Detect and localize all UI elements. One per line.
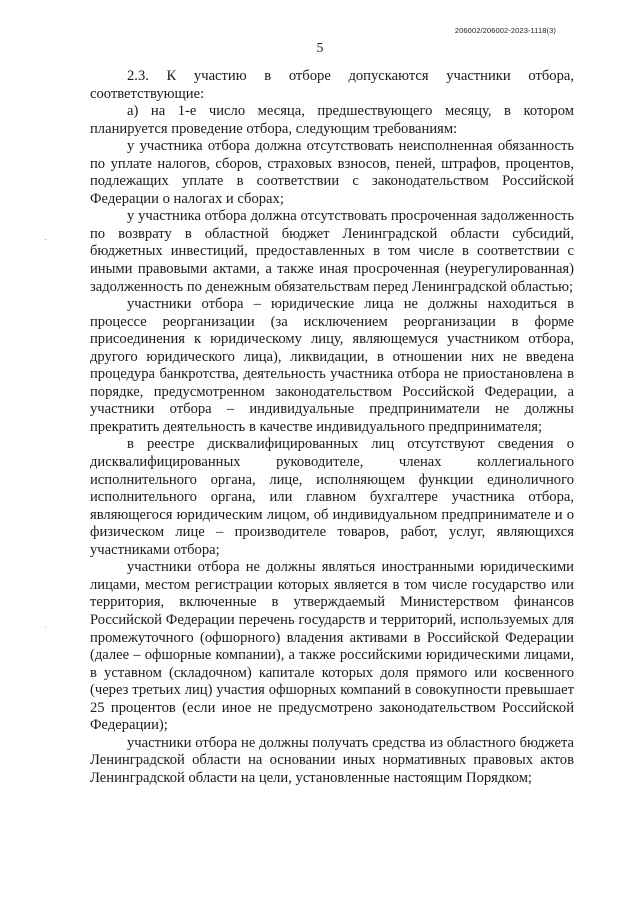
paragraph-2-3-intro: 2.3. К участию в отборе допускаются участники отбора, соответствующие: (90, 68, 574, 102)
paragraph-offshore-companies: участники отбора не должны являться иностранными юридическими лицами, местом регистрации которых является в том числе государство или территория, включенные в утверждаемый Министерством финансов Российской Федерации перечень государств и территорий, используемых для промежуточного (офшорного) владения активами в Российской Федерации (далее – офшорные компании), а также российскими юридическими лицами, в уставном (складочном) капитале которых доля прямого или косвенного (через третьих лиц) участия офшорных компаний в совокупности превышает 25 процентов (если иное не предусмотрено законодательством Российской Федерации); (90, 559, 574, 734)
paragraph-subitem-a: а) на 1-е число месяца, предшествующего месяцу, в котором планируется проведение отбора, следующим требованиям: (90, 103, 574, 137)
paragraph-reorganization: участники отбора – юридические лица не должны находиться в процессе реорганизации (за исключением реорганизации в форме присоединения к юридическому лицу, являющемуся участником отбора, другого юридического лица), ликвидации, в отношении них не введена процедура банкротства, деятельность участника отбора не приостановлена в порядке, предусмотренном законодательством Российской Федерации, а участники отбора – индивидуальные предприниматели не должны прекратить деятельность в качестве индивидуального предпринимателя; (90, 296, 574, 435)
scan-artifact-mark: - (44, 234, 47, 244)
page-number: 5 (316, 40, 324, 55)
document-body (90, 68, 574, 787)
paragraph-overdue-debt: у участника отбора должна отсутствовать просроченная задолженность по возврату в областной бюджет Ленинградской области субсидий, бюджетных инвестиций, предоставленных в том числе в соответствии с иными правовыми актами, а также иная просроченная (неурегулированная) задолженность по денежным обязательствам перед Ленинградской областью; (90, 208, 574, 295)
document-registration-number: 206002/206002-2023-1118(3) (454, 26, 556, 35)
paragraph-other-funding: участники отбора не должны получать средства из областного бюджета Ленинградской области на основании иных нормативных правовых актов Ленинградской области на цели, установленные настоящим Порядком; (90, 734, 574, 786)
paragraph-disqualified-persons: в реестре дисквалифицированных лиц отсутствуют сведения о дисквалифицированных руководителе, членах коллегиального исполнительного органа, лице, исполняющем функции единоличного исполнительного органа, или главном бухгалтере участника отбора, являющегося юридическим лицом, об индивидуальном предпринимателе и о физическом лице – производителе товаров, работ, услуг, являющихся участниками отбора; (90, 436, 574, 558)
paragraph-tax-obligations: у участника отбора должна отсутствовать неисполненная обязанность по уплате налогов, сборов, страховых взносов, пеней, штрафов, процентов, подлежащих уплате в соответствии с законодательством Российской Федерации о налогах и сборах; (90, 138, 574, 207)
scan-artifact-mark: · (44, 622, 47, 632)
